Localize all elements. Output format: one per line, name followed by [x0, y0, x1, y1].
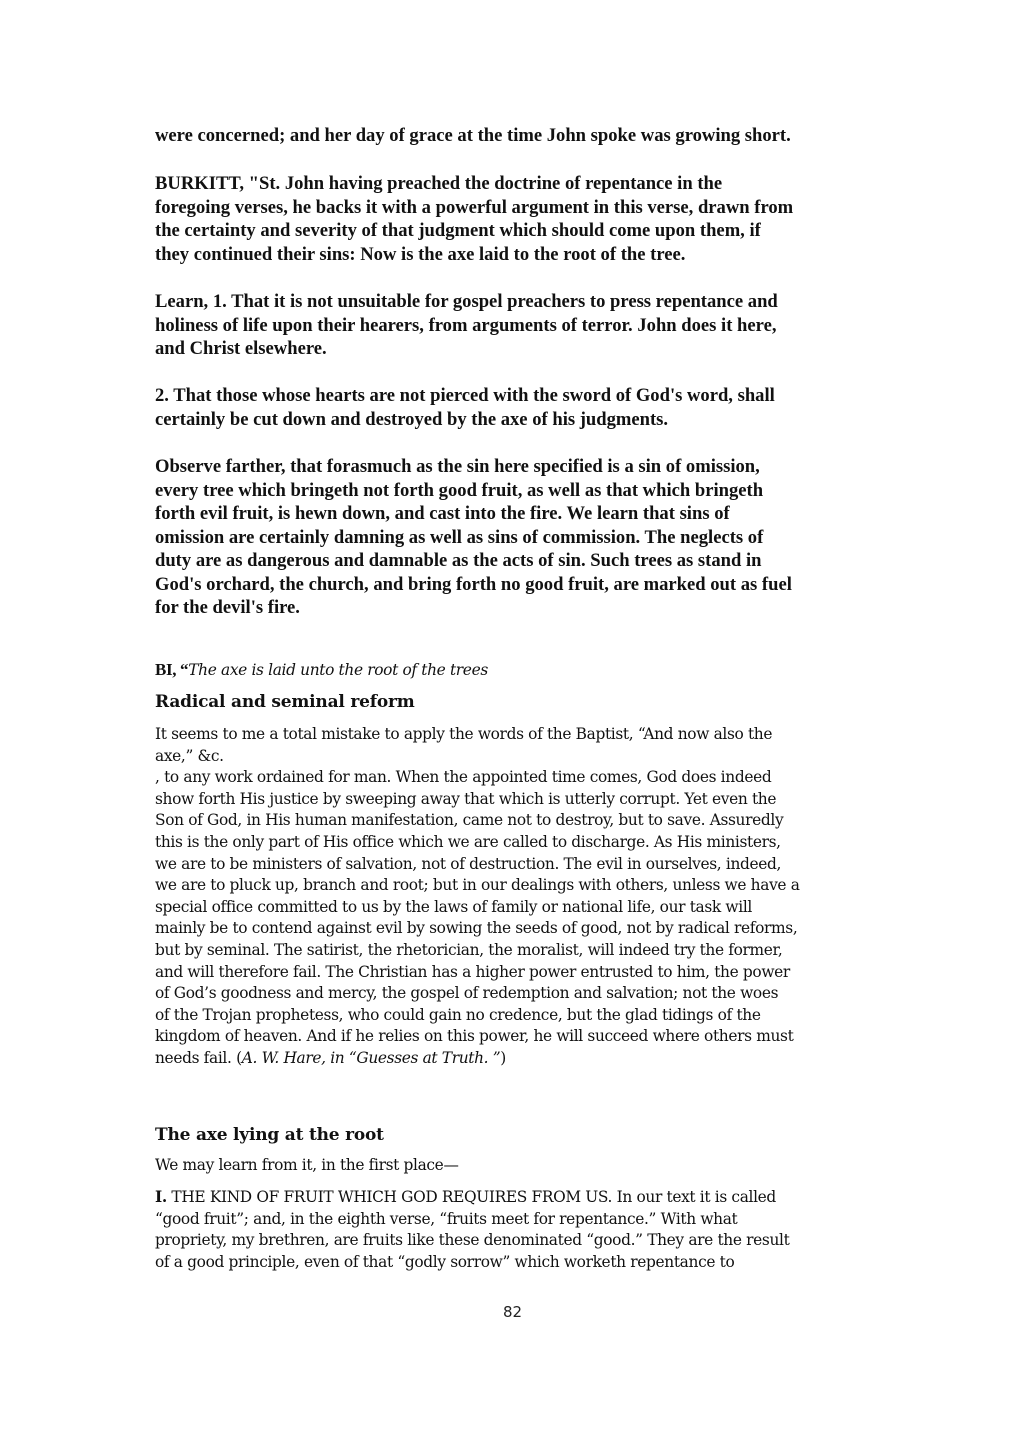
text-line: Learn, 1. That it is not unsuitable for gospel preachers to press repentance and — [155, 291, 778, 312]
text-line: “good fruit”; and, in the eighth verse, “fruits meet for repentance.” With what — [155, 1209, 738, 1228]
section-heading-radical: Radical and seminal reform — [155, 692, 415, 712]
text-line: of God’s goodness and mercy, the gospel of redemption and salvation; not the woes — [155, 984, 779, 1003]
point-text: THE KIND OF FRUIT WHICH GOD REQUIRES FROM US. In our text it is called — [166, 1188, 776, 1206]
text-line: forth evil fruit, is hewn down, and cast into the fire. We learn that sins of — [155, 503, 730, 524]
text-line: duty are as dangerous and damnable as the acts of sin. Such trees as stand in — [155, 550, 762, 571]
text-line: they continued their sins: Now is the axe laid to the root of the tree. — [155, 243, 686, 265]
text-line: the certainty and severity of that judgment which should come upon them, if — [155, 220, 761, 241]
text-line: holiness of life upon their hearers, from arguments of terror. John does it here, — [155, 314, 777, 336]
citation-line — [155, 1048, 800, 1070]
text-line: for the devil's fire. — [155, 597, 300, 618]
bi-intro — [155, 659, 488, 682]
text-line: certainly be cut down and destroyed by the axe of his judgments. — [155, 408, 669, 430]
text-line: propriety, my brethren, are fruits like these denominated “good.” They are the result — [155, 1231, 790, 1250]
text-line: show forth His justice by sweeping away that which is utterly corrupt. Yet even the — [155, 789, 777, 808]
text-line: BURKITT, "St. John having preached the doctrine of repentance in the — [155, 173, 723, 194]
paragraph-learn — [155, 290, 778, 361]
text-line: axe,” &c. — [155, 746, 224, 765]
text-line: omission are certainly damning as well as sins of commission. The neglects of — [155, 526, 764, 548]
text-line: of a good principle, even of that “godly sorrow” which worketh repentance to — [155, 1252, 735, 1271]
bi-quote: The axe is laid unto the root of the trees — [188, 661, 488, 679]
paragraph-1 — [155, 124, 791, 148]
text-line: foregoing verses, he backs it with a powerful argument in this verse, drawn from — [155, 196, 794, 218]
document-page — [155, 0, 870, 1449]
section-2-point-1 — [155, 1187, 789, 1273]
text-line: Son of God, in His human manifestation, came not to destroy, but to save. Assuredly — [155, 811, 784, 830]
text-line: special office committed to us by the laws of family or national life, our task will — [155, 897, 752, 916]
text-line: of the Trojan prophetess, who could gain no credence, but the glad tidings of the — [155, 1005, 761, 1024]
text-line: we are to pluck up, branch and root; but in our dealings with others, unless we have a — [155, 876, 800, 895]
paragraph-burkitt — [155, 172, 793, 266]
text-line: It seems to me a total mistake to apply the words of the Baptist, “And now also the — [155, 725, 773, 743]
page-number: 82 — [502, 1303, 523, 1321]
citation-prefix: needs fail. ( — [155, 1048, 242, 1067]
bi-prefix: BI, “ — [155, 660, 189, 679]
text-line: but by seminal. The satirist, the rhetorician, the moralist, will indeed try the former, — [155, 940, 783, 959]
text-line: and will therefore fail. The Christian has a higher power entrusted to him, the power — [155, 962, 790, 981]
point-label: I. — [155, 1188, 167, 1206]
text-line: and Christ elsewhere. — [155, 338, 327, 359]
section-heading-axe-root: The axe lying at the root — [155, 1125, 384, 1145]
text-line: kingdom of heaven. And if he relies on this power, he will succeed where others must — [155, 1027, 794, 1046]
citation: A. W. Hare, in “Guesses at Truth. ” — [241, 1048, 501, 1067]
text-line: this is the only part of His office which we are called to discharge. As His ministers, — [155, 832, 781, 851]
text-line: we are to be ministers of salvation, not of destruction. The evil in ourselves, indeed, — [155, 854, 782, 873]
paragraph-point-2 — [155, 384, 775, 431]
paragraph-observe — [155, 455, 792, 620]
text-line: 2. That those whose hearts are not pierced with the sword of God's word, shall — [155, 385, 775, 406]
text-line: every tree which bringeth not forth good fruit, as well as that which bringeth — [155, 479, 764, 501]
text-line: Observe farther, that forasmuch as the sin here specified is a sin of omission, — [155, 456, 760, 477]
section-1-body — [155, 724, 800, 1070]
text-line: , to any work ordained for man. When the appointed time comes, God does indeed — [155, 768, 772, 787]
text-line — [155, 1187, 789, 1209]
citation-suffix: ) — [500, 1048, 506, 1067]
section-2-intro: We may learn from it, in the first place— — [155, 1156, 459, 1174]
text-line: mainly be to contend against evil by sowing the seeds of good, not by radical reforms, — [155, 919, 798, 938]
text-line: God's orchard, the church, and bring forth no good fruit, are marked out as fuel — [155, 573, 792, 595]
text-line: were concerned; and her day of grace at the time John spoke was growing short. — [155, 125, 791, 146]
